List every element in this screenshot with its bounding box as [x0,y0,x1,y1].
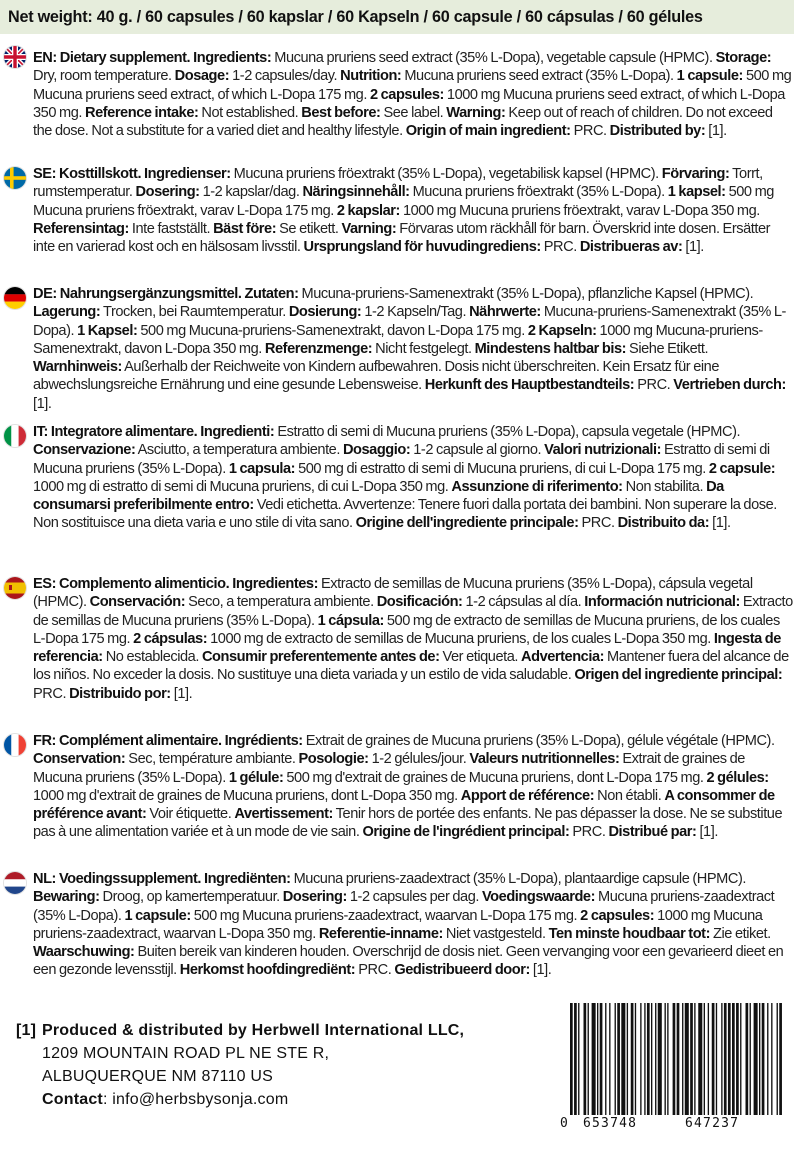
body-text: Extracto de semillas de Mucuna pruriens (35% L-Dopa), cápsula vegetal (HPMC). [33,576,753,611]
bold-label: Dosierung: [288,304,362,321]
bold-label: Origin of main ingredient: [405,123,571,140]
bold-label: Conservation: [33,751,126,768]
section-text [33,870,793,980]
bold-label: FR: Complément alimentaire. Ingrédients: [33,733,303,749]
bold-label: Waarschuwing: [33,944,135,961]
body-text: Inte fastställt. [128,220,214,237]
body-text: 500 mg de extracto de semillas de Mucuna pruriens, de los cuales L-Dopa 175 mg. [33,612,780,647]
bold-label: Bewaring: [33,889,100,906]
barcode-bar [592,1003,596,1115]
bold-label: Valori nutrizionali: [544,442,662,459]
bold-label: Best before: [301,104,381,121]
barcode-bar [740,1003,741,1115]
body-text: Mucuna-pruriens-Samenextrakt (35% L-Dopa), pflanzliche Kapsel (HPMC). [298,286,754,302]
bold-label: Herkomst hoofdingrediënt: [179,962,356,979]
body-text: 500 mg d'extrait de graines de Mucuna pruriens, dont L-Dopa 175 mg. [283,769,707,786]
bold-label: Warnhinweis: [33,359,122,376]
body-text: Dry, room temperature. [33,68,175,85]
barcode-bar [746,1003,749,1115]
body-text: Mucuna pruriens-zaadextract (35% L-Dopa), plantaardige capsule (HPMC). [290,871,746,887]
barcode-bar [767,1003,768,1115]
bold-label: Distribué par: [608,824,697,841]
body-text: 1-2 gélules/jour. [368,751,470,768]
body-text: 1-2 capsule al giorno. [410,442,545,459]
barcode [566,1003,784,1133]
barcode-bar [667,1003,668,1115]
bold-label: Dosage: [174,68,230,85]
bold-label: Dosering: [282,889,347,906]
body-text: PRC. [540,239,580,256]
body-text: Vedi etichetta. Avvertenze: Tenere fuori dalla portata dei bambini. Non superare la dose. Non sostituisce una dieta varia e uno stile di vita sano. [33,497,777,532]
body-text: Torrt, rumstemperatur. [33,166,763,201]
section-text [33,423,793,533]
barcode-bar [724,1003,727,1115]
section-text [33,49,793,140]
bold-label: Posologie: [298,751,369,768]
body-text: 1000 mg Mucuna pruriens fröextrakt, varav L-Dopa 350 mg. [399,202,760,219]
barcode-bar [615,1003,616,1115]
barcode-bar [721,1003,722,1115]
body-text: See label. [380,104,447,121]
bold-label: Avertissement: [234,806,333,823]
netherlands-flag-icon [4,872,26,894]
bold-label: 2 cápsulas: [133,630,208,647]
barcode-bar [771,1003,772,1115]
body-text: Mucuna pruriens fröextrakt (35% L-Dopa). [409,184,668,201]
bold-label: 1 capsula: [228,460,296,477]
body-text: Mucuna pruriens seed extract (35% L-Dopa), vegetable capsule (HPMC). [271,50,716,66]
body-text: Nicht festgelegt. [372,340,475,357]
section-text [33,732,793,842]
body-text: Mucuna pruriens-zaadextract (35% L-Dopa). [33,889,775,924]
body-text: [1]. [529,962,552,979]
bold-label: Voedingswaarde: [481,889,595,906]
bold-label: Apport de référence: [460,787,595,804]
body-text: [1]. [33,395,52,412]
bold-label: Warning: [446,104,506,121]
barcode-bar [640,1003,641,1115]
bold-label: Referenzmenge: [264,340,373,357]
bold-label: 1 cápsula: [317,612,384,629]
contact-value: : info@herbsbysonja.com [102,1091,289,1108]
bold-label: Distribuido por: [69,685,171,702]
sweden-flag-icon [4,167,26,189]
bold-label: Ingesta de referencia: [33,630,781,666]
bold-label: 2 capsules: [580,907,655,924]
barcode-bar [609,1003,610,1115]
barcode-bar [732,1003,735,1115]
body-text: Mucuna pruriens seed extract (35% L-Dopa). [401,68,677,85]
footnote-marker: [1] [16,1022,37,1039]
body-text: 500 mg Mucuna pruriens seed extract, of which L-Dopa 175 mg. [33,68,792,103]
barcode-bar [655,1003,656,1115]
bold-label: Origine de l'ingrédient principal: [362,824,570,841]
body-text: 1-2 kapslar/dag. [199,184,303,201]
barcode-bar [644,1003,645,1115]
barcode-bar [588,1003,589,1115]
bold-label: 2 capsule: [708,460,776,477]
body-text: [1]. [696,824,718,841]
bold-label: DE: Nahrungsergänzungsmittel. Zutaten: [33,286,299,302]
barcode-bar [728,1003,731,1115]
barcode-bar [704,1003,705,1115]
bold-label: Referensintag: [33,220,129,237]
bold-label: Consumir preferentemente antes de: [201,649,440,666]
barcode-bar [647,1003,650,1115]
bold-label: Dosificación: [376,594,463,611]
net-weight-bar [0,0,794,34]
bold-label: Gedistribueerd door: [394,962,530,979]
address-line-1: 1209 MOUNTAIN ROAD PL NE STE R, [42,1045,330,1062]
bold-label: Assunzione di riferimento: [451,478,623,495]
body-text: Not established. [198,104,302,121]
barcode-bar [635,1003,636,1115]
body-text: [1]. [170,685,193,702]
bold-label: Distributed by: [609,123,706,140]
bold-label: Valeurs nutritionnelles: [469,751,620,768]
body-text: 1000 mg di estratto di semi di Mucuna pruriens, di cui L-Dopa 350 mg. [33,478,452,495]
body-text: Tenir hors de portée des enfants. Ne pas dépasser la dose. Ne se substitue pas à une alimentation variée et à un mode de vie sain. [33,806,783,841]
body-text: Estratto di semi di Mucuna pruriens (35% L-Dopa). [33,442,770,477]
body-text: 1-2 Kapseln/Tag. [361,304,470,321]
body-text: [1]. [705,123,727,140]
body-text: PRC. [578,515,618,532]
bold-label: 2 kapslar: [336,202,400,219]
barcode-bar [759,1003,760,1115]
barcode-bar [658,1003,662,1115]
barcode-bar [621,1003,625,1115]
body-text: Droog, op kamertemperatuur. [99,889,283,906]
barcode-bar [779,1003,782,1115]
barcode-bar [777,1003,778,1115]
bold-label: Näringsinnehåll: [302,184,410,201]
body-text: PRC. [33,685,70,702]
barcode-bar [600,1003,603,1115]
bold-label: Distribuito da: [617,515,710,532]
body-text: Förvaras utom räckhåll för barn. Överskrid inte dosen. Ersätter inte en varierad kost och en hälsosam livsstil. [33,220,771,256]
body-text: Extrait de graines de Mucuna pruriens (35% L-Dopa), gélule végétale (HPMC). [302,733,775,749]
body-text: 1000 mg d'extrait de graines de Mucuna pruriens, dont L-Dopa 350 mg. [33,787,461,804]
barcode-bar [716,1003,717,1115]
bold-label: Referentie-inname: [318,925,443,942]
bold-label: ES: Complemento alimenticio. Ingredientes: [33,576,319,592]
barcode-bar [712,1003,715,1115]
uk-flag-icon [4,46,26,68]
bold-label: Advertencia: [521,649,605,666]
body-text: Zie etiket. [710,925,771,942]
body-text: PRC. [634,377,674,394]
bold-label: 1 gélule: [228,769,284,786]
barcode-bar [694,1003,695,1115]
germany-flag-icon [4,287,26,309]
bold-label: A consommer de préférence avant: [33,787,775,823]
body-text: Buiten bereik van kinderen houden. Overschrijd de dosis niet. Geen vervanging voor een gevarieerd dieet en een gezonde levensstijl. [33,944,784,979]
address-line-2: ALBUQUERQUE NM 87110 US [42,1068,274,1085]
bold-label: 2 capsules: [369,86,444,103]
body-text: Mucuna pruriens fröextrakt (35% L-Dopa), vegetabilisk kapsel (HPMC). [230,166,662,182]
bold-label: Ursprungsland för huvudingrediens: [303,239,541,256]
bold-label: Origine dell'ingrediente principale: [355,515,579,532]
bold-label: Ten minste houdbaar tot: [548,925,711,942]
bold-label: Nutrition: [340,68,402,85]
barcode-bar [578,1003,579,1115]
body-text: [1]. [709,515,731,532]
italy-flag-icon [4,425,26,447]
barcode-bar [750,1003,751,1115]
bold-label: Vertrieben durch: [673,377,786,394]
body-text: 500 mg Mucuna pruriens fröextrakt, varav L-Dopa 175 mg. [33,184,774,219]
barcode-bar [597,1003,598,1115]
bold-label: Origen del ingrediente principal: [574,667,783,684]
spain-flag-icon [4,577,26,599]
bold-label: 1 capsule: [676,68,743,85]
body-text: PRC. [570,123,610,140]
section-text [33,165,793,256]
barcode-bar [627,1003,628,1115]
body-text: Niet vastgesteld. [442,925,549,942]
body-text: Voir étiquette. [146,806,235,823]
body-text: Asciutto, a temperatura ambiente. [135,442,343,459]
bold-label: Conservación: [89,594,186,611]
bold-label: Storage: [715,50,772,66]
barcode-bar [682,1003,683,1115]
body-text: 1-2 cápsulas al día. [462,594,585,611]
body-text: Non stabilita. [622,478,707,495]
bold-label: 1 kapsel: [667,184,726,201]
body-text: PRC. [355,962,395,979]
body-text: Extracto de semillas de Mucuna pruriens (35% L-Dopa). [33,594,793,629]
bold-label: Förvaring: [661,166,730,182]
body-text: Estratto di semi di Mucuna pruriens (35% L-Dopa), capsula vegetale (HPMC). [274,424,741,440]
body-text: 1000 mg de extracto de semillas de Mucuna pruriens, de los cuales L-Dopa 350 mg. [207,630,714,647]
body-text: Siehe Etikett. [626,340,709,357]
bold-label: Información nutricional: [584,594,740,611]
bold-label: 1 Kapsel: [77,322,138,339]
bold-label: Lagerung: [33,304,101,321]
barcode-digit-first: 0 [560,1116,570,1131]
barcode-digits-right: 647237 [685,1116,740,1131]
body-text: 500 mg Mucuna pruriens-zaadextract, waarvan L-Dopa 175 mg. [190,907,581,924]
body-text: Sec, température ambiante. [125,751,299,768]
barcode-bar [677,1003,680,1115]
bold-label: Dosering: [135,184,200,201]
body-text: Se etikett. [276,220,342,237]
barcode-bar [708,1003,709,1115]
body-text: Mucuna-pruriens-Samenextrakt (35% L-Dopa). [33,304,786,339]
net-weight-text: Net weight: 40 g. / 60 capsules / 60 kapslar / 60 Kapseln / 60 capsule / 60 cápsulas / 60 gélules [8,7,703,26]
bold-label: Distribueras av: [579,239,683,256]
contact-line [42,1089,288,1112]
barcode-bar [570,1003,573,1115]
barcode-bar [736,1003,739,1115]
barcode-bar [754,1003,758,1115]
bold-label: Herkunft des Hauptbestandteils: [424,377,635,394]
section-text [33,285,793,413]
barcode-bar [665,1003,666,1115]
barcode-bar [574,1003,577,1115]
bold-label: Dosaggio: [342,442,411,459]
bold-label: 1 capsule: [124,907,191,924]
barcode-bar [673,1003,676,1115]
body-text: Ver etiqueta. [439,649,522,666]
body-text: Außerhalb der Reichweite von Kindern aufbewahren. Dosis nicht überschreiten. Kein Ersatz für eine abwechslungsreiche Ernährung und eine gesunde Lebensweise. [33,359,720,394]
bold-label: Da consumarsi preferibilmente entro: [33,478,724,514]
body-text: 1000 mg Mucuna pruriens seed extract, of which L-Dopa 350 mg. [33,86,785,121]
bold-label: Mindestens haltbar bis: [474,340,627,357]
barcode-bar [685,1003,689,1115]
body-text: 1-2 capsules/day. [229,68,341,85]
body-text: Seco, a temperatura ambiente. [185,594,377,611]
contact-label: Contact [42,1091,103,1108]
bold-label: Reference intake: [85,104,199,121]
bold-label: SE: Kosttillskott. Ingredienser: [33,166,231,182]
body-text: 1-2 capsules per dag. [346,889,482,906]
bold-label: Bäst före: [213,220,277,237]
body-text: Trocken, bei Raumtemperatur. [100,304,289,321]
body-text: 1000 mg Mucuna pruriens-zaadextract, waarvan L-Dopa 350 mg. [33,907,763,942]
section-text [33,575,793,703]
body-text: PRC. [569,824,609,841]
barcode-bar [762,1003,765,1115]
barcode-bar [605,1003,606,1115]
body-text: Keep out of reach of children. Do not exceed the dose. Not a substitute for a varied diet and healthy lifestyle. [33,104,773,140]
barcode-bar [617,1003,620,1115]
body-text: Mantener fuera del alcance de los niños. No exceder la dosis. No sustituye una dieta variada y un estilo de vida saludable. [33,649,789,684]
barcode-digits-left: 653748 [583,1116,638,1131]
body-text: No establecida. [102,649,202,666]
body-text: [1]. [682,239,704,256]
body-text: 500 mg di estratto di semi di Mucuna pruriens, di cui L-Dopa 175 mg. [295,460,709,477]
body-text: 1000 mg Mucuna-pruriens-Samenextrakt, davon L-Dopa 350 mg. [33,322,763,357]
barcode-bar [631,1003,634,1115]
bold-label: IT: Integratore alimentare. Ingredienti: [33,424,275,440]
barcode-bar [584,1003,587,1115]
bold-label: Nährwerte: [469,304,541,321]
bold-label: EN: Dietary supplement. Ingredients: [33,50,272,66]
bold-label: 2 gélules: [706,769,769,786]
body-text: Non établi. [594,787,665,804]
barcode-bar [690,1003,693,1115]
bold-label: 2 Kapseln: [527,322,597,339]
france-flag-icon [4,734,26,756]
bold-label: Conservazione: [33,442,136,459]
body-text: Extrait de graines de Mucuna pruriens (35% L-Dopa). [33,751,745,786]
barcode-bar [651,1003,652,1115]
bold-label: NL: Voedingssupplement. Ingrediënten: [33,871,291,887]
bold-label: Varning: [341,220,397,237]
barcode-bar [698,1003,702,1115]
producer-line: Produced & distributed by Herbwell International LLC, [42,1022,465,1039]
body-text: 500 mg Mucuna-pruriens-Samenextrakt, davon L-Dopa 175 mg. [137,322,528,339]
